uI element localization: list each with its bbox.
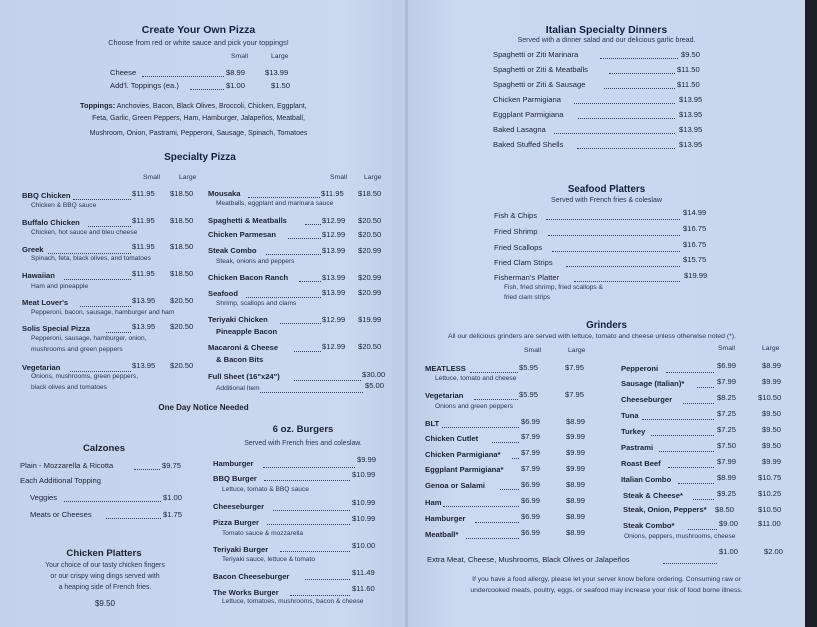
specialty-item-desc: Ham and pineapple <box>31 283 89 290</box>
leader <box>80 306 131 307</box>
specialty-item-large: $18.50 <box>170 189 194 198</box>
italian-item-name: Spaghetti or Ziti Marinara <box>493 50 579 59</box>
grinder-item-name: Cheeseburger <box>621 395 673 404</box>
pizza-title: Create Your Own Pizza <box>141 24 256 36</box>
grinder-item-small: $9.25 <box>717 489 737 498</box>
specialty-item-small: $13.99 <box>322 273 346 282</box>
grinder-extra-small: $1.00 <box>719 547 739 556</box>
grinder-item-large: $10.50 <box>758 505 782 514</box>
leader <box>600 58 678 59</box>
leader <box>668 467 714 468</box>
leader <box>574 281 680 282</box>
italian-subtitle: Served with a dinner salad and our delicious garlic bread. <box>517 37 696 44</box>
specialty-item-large: $20.99 <box>358 246 382 255</box>
leader <box>294 351 321 352</box>
specialty-item-large: $20.99 <box>358 273 382 282</box>
specialty-item-name-2: Pineapple Bacon <box>216 327 278 336</box>
leader <box>106 518 161 519</box>
leader <box>64 501 161 502</box>
grinder-item-small: $7.25 <box>717 409 737 418</box>
leader <box>475 522 519 523</box>
specialty-item-desc: Chicken, hot sauce and bleu cheese <box>31 229 138 236</box>
seafood-item-price: $19.99 <box>684 271 708 280</box>
leader <box>266 254 321 255</box>
italian-item-price: $11.50 <box>677 65 700 74</box>
italian-item-name: Spaghetti or Ziti & Meatballs <box>493 65 588 74</box>
italian-item-price: $11.50 <box>677 80 700 89</box>
leader <box>70 371 131 372</box>
specialty-item-name: Solis Special Pizza <box>22 324 90 333</box>
burger-item-name: BBQ Burger <box>213 474 257 483</box>
specialty-item-large: $20.50 <box>170 322 194 331</box>
leader <box>142 76 224 77</box>
burger-item-price: $11.60 <box>352 584 375 593</box>
leader <box>604 88 675 89</box>
grinders-title: Grinders <box>586 320 627 331</box>
grinder-item-name: Chicken Parmigiana* <box>425 450 501 459</box>
grinders-subtitle: All our delicious grinders are served with lettuce, tomato and cheese unless otherwise noted (*). <box>448 333 736 340</box>
specialty-title: Specialty Pizza <box>164 152 236 163</box>
specialty-item-large: $20.50 <box>358 230 382 239</box>
seafood-item-price: $14.99 <box>683 208 707 217</box>
grinder-item-name: Pastrami <box>621 443 654 452</box>
full-sheet-price: $30.00 <box>362 370 386 379</box>
grinder-item-name: Turkey <box>621 427 646 436</box>
specialty-item-desc: Chicken & BBQ sauce <box>31 202 97 209</box>
seafood-item-name: Fried Shrimp <box>494 227 538 236</box>
leader <box>577 148 675 149</box>
grinder-item-small: $6.99 <box>521 496 541 505</box>
grinder-item-name: Chicken Cutlet <box>425 434 479 443</box>
specialty-item-name: Greek <box>22 245 44 254</box>
leader <box>280 323 321 324</box>
seafood-item-desc-2: fried clam strips <box>504 294 551 301</box>
calzone-meats-label: Meats or Cheeses <box>30 510 92 519</box>
grinder-item-large: $10.75 <box>758 473 782 482</box>
grinder-item-large: $11.00 <box>758 519 781 528</box>
leader <box>693 499 714 500</box>
specialty-item-name: Teriyaki Chicken <box>208 315 268 324</box>
grinder-item-large: $8.99 <box>566 528 586 537</box>
specialty-item-small: $13.95 <box>132 361 156 370</box>
italian-item-price: $13.95 <box>679 110 703 119</box>
grinder-item-large: $9.99 <box>566 432 586 441</box>
specialty-item-desc: Pepperoni, bacon, sausage, hamburger and ham <box>31 309 175 316</box>
grinder-item-small: $6.99 <box>521 512 541 521</box>
grinder-item-small: $8.25 <box>717 393 737 402</box>
grinder-item-desc: Onions, peppers, mushrooms, cheese <box>624 533 736 540</box>
specialty-item-name: Macaroni & Cheese <box>208 343 279 352</box>
specialty-item-desc-2: mushrooms and green peppers <box>31 346 123 353</box>
grinder-item-large: $9.99 <box>566 464 586 473</box>
specialty-item-large: $20.50 <box>358 342 382 351</box>
grinder-item-large: $8.99 <box>566 480 586 489</box>
chicken-platters-price: $9.50 <box>94 599 116 608</box>
calzone-veggies-price: $1.00 <box>163 493 183 502</box>
calzone-plain-label: Plain - Mozzarella & Ricotta <box>20 461 114 470</box>
chicken-platters-title: Chicken Platters <box>66 548 142 559</box>
leader <box>190 89 224 90</box>
grinder-item-large: $9.99 <box>762 457 782 466</box>
pizza-size-small: Small <box>231 53 248 60</box>
specialty-item-desc: Meatballs, eggplant and marinara sauce <box>216 200 334 207</box>
grinder-item-name: Hamburger <box>425 514 466 523</box>
burger-item-price: $10.00 <box>352 541 376 550</box>
leader <box>305 224 321 225</box>
burger-item-price: $10.99 <box>352 470 376 479</box>
burger-item-name: Pizza Burger <box>213 518 259 527</box>
leader <box>512 458 519 459</box>
burgers-subtitle: Served with French fries and coleslaw. <box>244 440 362 447</box>
seafood-item-desc: Fish, fried shrimp, fried scallops & <box>504 284 603 291</box>
grinder-item-name: Vegetarian <box>425 391 464 400</box>
additional-item-label: Additional Item <box>216 385 260 392</box>
leader <box>106 332 131 333</box>
specialty-right-size-large: Large <box>364 174 382 181</box>
specialty-item-small: $11.95 <box>132 242 155 251</box>
grinder-item-small: $5.95 <box>519 363 539 372</box>
calzone-meats-price: $1.75 <box>163 510 183 519</box>
leader <box>294 380 361 381</box>
leader <box>552 251 680 252</box>
leader <box>566 266 680 267</box>
grinders-left-size-small: Small <box>524 347 541 354</box>
toppings-line-2: Feta, Garlic, Green Peppers, Ham, Hamburger, Jalapeños, Meatball, <box>92 115 305 122</box>
specialty-item-name: Vegetarian <box>22 363 61 372</box>
grinder-item-name: Sausage (Italian)* <box>621 379 685 388</box>
grinder-item-large: $9.99 <box>566 448 586 457</box>
grinder-item-small: $6.99 <box>717 361 737 370</box>
grinder-extra-large: $2.00 <box>764 547 784 556</box>
specialty-item-large: $20.50 <box>170 296 194 305</box>
specialty-right-size-small: Small <box>330 174 347 181</box>
specialty-item-name: Buffalo Chicken <box>22 218 80 227</box>
specialty-item-large: $20.99 <box>358 288 382 297</box>
leader <box>248 197 320 198</box>
cheese-label: Cheese <box>110 68 137 77</box>
pizza-subtitle: Choose from red or white sauce and pick your toppings! <box>108 38 289 47</box>
burger-item-desc: Lettuce, tomato & BBQ sauce <box>222 486 309 493</box>
full-sheet-label: Full Sheet (16"x24") <box>208 372 280 381</box>
menu-left-page <box>0 0 407 627</box>
leader <box>500 489 519 490</box>
grinder-item-name: Pepperoni <box>621 364 659 373</box>
leader <box>683 403 714 404</box>
toppings-label: Add'l. Toppings (ea.) <box>110 81 179 90</box>
leader <box>642 419 714 420</box>
grinder-item-name: Eggplant Parmigiana* <box>425 465 504 474</box>
toppings-line-3: Mushroom, Onion, Pastrami, Pepperoni, Sausage, Spinach, Tomatoes <box>89 130 308 137</box>
italian-item-price: $13.95 <box>679 125 703 134</box>
specialty-item-small: $11.95 <box>132 216 155 225</box>
allergy-notice-1: If you have a food allergy, please let your server know before ordering. Consuming raw or <box>472 576 741 583</box>
specialty-item-small: $13.99 <box>322 288 346 297</box>
specialty-item-large: $18.50 <box>358 189 382 198</box>
specialty-item-name: Hawaiian <box>22 271 55 280</box>
leader <box>134 469 160 470</box>
italian-item-price: $9.50 <box>681 50 701 59</box>
grinder-item-large: $8.99 <box>762 361 782 370</box>
grinder-item-name: Ham <box>425 498 442 507</box>
menu-right-page <box>408 0 805 627</box>
seafood-item-price: $15.75 <box>683 255 707 264</box>
grinder-item-small: $6.99 <box>521 417 541 426</box>
calzone-plain-price: $9.75 <box>162 461 182 470</box>
italian-item-name: Baked Stuffed Shells <box>493 140 564 149</box>
burger-item-name: Bacon Cheeseburger <box>213 572 290 581</box>
specialty-item-large: $20.50 <box>358 216 382 225</box>
toppings-large-price: $1.50 <box>271 81 291 90</box>
grinder-item-small: $7.25 <box>717 425 737 434</box>
specialty-item-small: $12.99 <box>322 342 346 351</box>
specialty-item-desc: Pepperoni, sausage, hamburger, onion, <box>31 335 147 342</box>
specialty-item-name: Chicken Bacon Ranch <box>208 273 289 282</box>
seafood-item-name: Fried Scallops <box>494 243 543 252</box>
leader <box>288 238 321 239</box>
specialty-item-name: BBQ Chicken <box>22 191 71 200</box>
leader <box>474 399 518 400</box>
leader <box>260 392 363 393</box>
grinders-right-size-small: Small <box>718 345 735 352</box>
additional-item-price: $5.00 <box>365 381 385 390</box>
burger-item-name: Hamburger <box>213 459 254 468</box>
grinder-item-large: $7.95 <box>565 363 585 372</box>
grinder-item-small: $6.99 <box>521 528 541 537</box>
specialty-left-size-large: Large <box>179 174 197 181</box>
grinder-item-large: $9.50 <box>762 425 782 434</box>
chicken-platters-desc-1: Your choice of our tasty chicken fingers <box>45 562 165 569</box>
leader <box>48 253 131 254</box>
burger-item-price: $10.99 <box>352 498 376 507</box>
grinder-item-small: $7.99 <box>521 432 541 441</box>
toppings-small-price: $1.00 <box>226 81 246 90</box>
specialty-item-name: Meat Lover's <box>22 298 69 307</box>
specialty-item-large: $20.50 <box>170 361 194 370</box>
leader <box>442 427 519 428</box>
specialty-item-desc: Onions, mushrooms, green peppers, <box>31 373 139 380</box>
grinders-left-size-large: Large <box>568 347 586 354</box>
specialty-item-name: Mousaka <box>208 189 241 198</box>
leader <box>264 480 350 481</box>
seafood-subtitle: Served with French fries & coleslaw <box>551 197 662 204</box>
specialty-item-large: $19.99 <box>358 315 382 324</box>
cheese-large-price: $13.99 <box>265 68 289 77</box>
grinder-item-small: $5.95 <box>519 390 539 399</box>
burger-item-desc: Tomato sauce & mozzarella <box>222 530 303 537</box>
allergy-notice-2: undercooked meats, poultry, eggs, or seafood may increase your risk of food borne illness. <box>470 587 743 594</box>
specialty-item-small: $11.95 <box>321 189 344 198</box>
leader <box>697 387 714 388</box>
burger-item-desc: Lettuce, tomatoes, mushrooms, bacon & cheese <box>222 598 364 605</box>
leader <box>578 118 675 119</box>
grinder-item-large: $8.99 <box>566 512 586 521</box>
grinders-right-size-large: Large <box>762 345 780 352</box>
leader <box>305 579 350 580</box>
calzone-veggies-label: Veggies <box>30 493 58 502</box>
leader <box>246 297 321 298</box>
leader <box>548 235 680 236</box>
specialty-item-name: Steak Combo <box>208 246 257 255</box>
specialty-item-name: Chicken Parmesan <box>208 230 276 239</box>
grinder-item-small: $9.00 <box>719 519 739 528</box>
grinder-item-small: $6.99 <box>521 480 541 489</box>
seafood-item-name: Fish & Chips <box>494 211 538 220</box>
burger-item-name: The Works Burger <box>213 588 279 597</box>
toppings-list-1: Anchovies, Bacon, Black Olives, Broccoli, Chicken, Eggplant, <box>116 103 307 110</box>
leader <box>678 483 714 484</box>
toppings-title: Toppings: <box>80 101 116 110</box>
specialty-item-small: $13.99 <box>322 246 346 255</box>
leader <box>492 442 519 443</box>
leader <box>688 529 717 530</box>
grinder-item-name: BLT <box>425 419 440 428</box>
specialty-item-small: $13.95 <box>132 296 156 305</box>
italian-item-name: Baked Lasagna <box>493 125 546 134</box>
seafood-item-price: $16.75 <box>683 240 707 249</box>
grinder-item-large: $9.99 <box>762 377 782 386</box>
specialty-item-desc: Steak, onions and peppers <box>216 258 295 265</box>
specialty-item-desc: Shrimp, scallops and clams <box>216 300 297 307</box>
specialty-item-small: $12.99 <box>322 315 346 324</box>
grinder-item-large: $10.50 <box>758 393 782 402</box>
italian-item-name: Spaghetti or Ziti & Sausage <box>493 80 586 89</box>
grinder-item-large: $7.95 <box>565 390 585 399</box>
one-day-notice: One Day Notice Needed <box>158 403 249 412</box>
burger-item-name: Teriyaki Burger <box>213 545 269 554</box>
leader <box>64 279 131 280</box>
burger-item-price: $9.99 <box>357 455 377 464</box>
grinder-item-name: Steak, Onion, Peppers* <box>623 505 707 514</box>
grinder-item-desc: Lettuce, tomato and cheese <box>435 375 517 382</box>
italian-item-price: $13.95 <box>679 95 703 104</box>
burger-item-price: $10.99 <box>352 514 376 523</box>
burgers-title: 6 oz. Burgers <box>272 424 334 435</box>
chicken-platters-desc-2: or our crispy wing dings served with <box>50 573 160 580</box>
italian-item-price: $13.95 <box>679 140 703 149</box>
specialty-left-size-small: Small <box>143 174 160 181</box>
leader <box>73 199 131 200</box>
seafood-item-name: Fisherman's Platter <box>494 273 560 282</box>
specialty-item-small: $11.95 <box>132 269 155 278</box>
leader <box>554 133 675 134</box>
toppings-line-1 <box>80 101 307 110</box>
leader <box>88 226 131 227</box>
grinder-item-large: $8.99 <box>566 417 586 426</box>
grinder-item-large: $9.50 <box>762 409 782 418</box>
specialty-item-large: $18.50 <box>170 216 194 225</box>
leader <box>263 467 355 468</box>
burger-item-price: $11.49 <box>352 568 375 577</box>
seafood-item-name: Fried Clam Strips <box>494 258 553 267</box>
specialty-item-name: Spaghetti & Meatballs <box>208 216 287 225</box>
grinder-item-small: $7.99 <box>717 457 737 466</box>
leader <box>663 563 717 564</box>
leader <box>651 435 714 436</box>
grinder-item-name: MEATLESS <box>425 364 466 373</box>
leader <box>546 219 680 220</box>
burger-item-name: Cheeseburger <box>213 502 265 511</box>
specialty-item-large: $18.50 <box>170 269 194 278</box>
leader <box>574 103 675 104</box>
pizza-size-large: Large <box>271 53 289 60</box>
grinder-item-small: $7.99 <box>521 464 541 473</box>
specialty-item-large: $18.50 <box>170 242 194 251</box>
chicken-platters-desc-3: a heaping side of French fries. <box>58 584 152 591</box>
specialty-item-small: $12.99 <box>322 216 346 225</box>
cheese-small-price: $8.99 <box>226 68 246 77</box>
leader <box>666 372 714 373</box>
specialty-item-desc: Spinach, feta, black olives, and tomatoes <box>31 255 151 262</box>
grinder-item-desc: Onions and green peppers <box>435 403 514 410</box>
leader <box>280 551 350 552</box>
leader <box>299 281 321 282</box>
calzones-title: Calzones <box>82 443 126 454</box>
grinder-item-name: Roast Beef <box>621 459 661 468</box>
specialty-item-name-2: & Bacon Bits <box>216 355 264 364</box>
grinder-item-name: Genoa or Salami <box>425 481 485 490</box>
grinder-item-large: $10.25 <box>758 489 782 498</box>
leader <box>470 372 518 373</box>
seafood-title: Seafood Platters <box>567 184 646 195</box>
specialty-item-small: $12.99 <box>322 230 346 239</box>
specialty-item-small: $11.95 <box>132 189 155 198</box>
leader <box>273 510 350 511</box>
burger-item-desc: Teriyaki sauce, lettuce & tomato <box>222 556 316 563</box>
specialty-item-small: $13.95 <box>132 322 156 331</box>
specialty-item-name: Seafood <box>208 289 238 298</box>
grinder-extra-label: Extra Meat, Cheese, Mushrooms, Black Olives or Jalapeños <box>427 555 630 564</box>
leader <box>466 538 519 539</box>
grinder-item-small: $7.99 <box>521 448 541 457</box>
seafood-item-price: $16.75 <box>683 224 707 233</box>
grinder-item-small: $7.50 <box>717 441 737 450</box>
grinder-item-large: $9.50 <box>762 441 782 450</box>
grinder-item-small: $7.99 <box>717 377 737 386</box>
italian-item-name: Eggplant Parmigiana <box>493 110 564 119</box>
grinder-item-name: Tuna <box>621 411 639 420</box>
grinder-item-name: Italian Combo <box>621 475 672 484</box>
leader <box>659 451 714 452</box>
grinder-item-name: Meatball* <box>425 530 459 539</box>
grinder-item-small: $8.50 <box>715 505 735 514</box>
leader <box>267 524 350 525</box>
leader <box>443 506 519 507</box>
leader <box>290 595 350 596</box>
leader <box>609 73 675 74</box>
italian-item-name: Chicken Parmigiana <box>493 95 561 104</box>
grinder-item-large: $8.99 <box>566 496 586 505</box>
grinder-item-name: Steak Combo* <box>623 521 675 530</box>
italian-title: Italian Specialty Dinners <box>545 24 668 36</box>
grinder-item-name: Steak & Cheese* <box>623 491 683 500</box>
specialty-item-desc-2: black olives and tomatoes <box>31 384 107 391</box>
grinder-item-small: $8.99 <box>717 473 737 482</box>
calzone-each-label: Each Additional Topping <box>20 476 101 485</box>
